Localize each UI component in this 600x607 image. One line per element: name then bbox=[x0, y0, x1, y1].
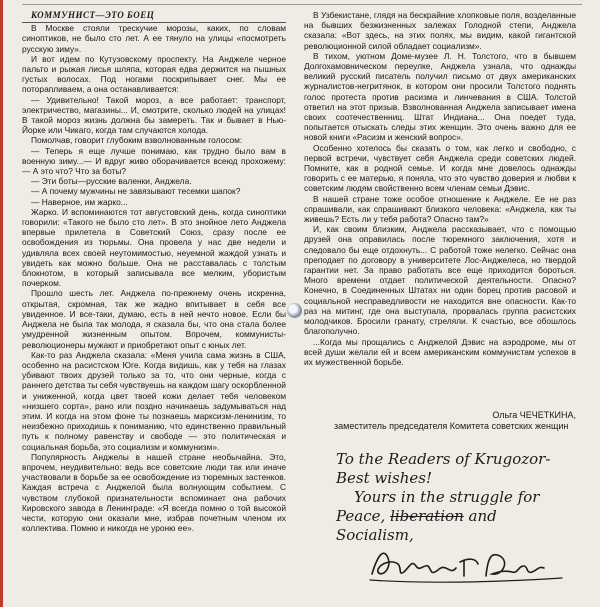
right-column bbox=[304, 10, 576, 367]
handwritten-dedication bbox=[336, 450, 576, 545]
paragraph: Жарко. И вспоминаются тот августовский день, когда синоптики говорили: «Такого не было сто лет». В это знойное лето Анджела впервые прилетела в Советский Союз, сразу после ее освобождения из тюрьмы. Она провела у нас две недели и удивляла всех своей неутомимостью, неуемной жаждой узнать и увидеть как можно больше. Она не расставалась с толстым блокнотом, в который записывала все мелким, убористым почерком. bbox=[22, 206, 286, 289]
paragraph: Популярность Анджелы в нашей стране необычайна. Это, впрочем, неудивительно: ведь все советские люди так или иначе участвовали в борьбе за ее освобождение из тюремных застенков. Каждая встреча с Анджелой была волнующим событием. С чувством глубокой признательности вспоминает она рабочих Кировского завода в Ленинграде: «Я всегда помню о той высокой чести, которую они оказали мне, избрав почетным членом их коллектива. Помню и никогда не уроню ее». bbox=[22, 451, 286, 534]
paragraph: И, как своим близким, Анджела рассказывает, что с помощью друзей она оправилась после тюремного заключения, хотя и следовало бы еще отдохнуть... С работой тоже нелегко. Сейчас она преподает по договору в университете Лос-Анджелеса, но твердой гарантии нет. За право работать все еще приходится бороться. Много времени отдает политической деятельности. Опасно? Конечно, в Соединенных Штатах ни один борец против расовой и социальной несправедливости не находится вне опасности. Как-то раз на митинг, где она выступала, прорвалась группа расистских молодчиков. Бросили гранату, стреляли. К счастью, все обошлось благополучно. bbox=[304, 224, 576, 337]
author-name: Ольга ЧЕЧЕТКИНА, bbox=[492, 410, 576, 420]
paragraph: Прошло шесть лет. Анджела по-прежнему очень искренна, открытая, скромная, так же жадно впитывает в себя все увиденное. И все-таки, думаю, есть в ней нечто новое. Если бы Анджела не была так молода, я сказала бы, что она стала более умудренной жизненным опытом. Впрочем, коммунисты-революционеры мужают и приобретают опыт с юных лет. bbox=[22, 288, 286, 350]
paragraph: В тихом, уютном Доме-музее Л. Н. Толстого, что в бывшем Долгохамовническом переулке, Анджела узнала, что однажды великий русский писатель получил письмо от двух американских журналистов-негритянок, в котором они просили Толстого поднять голос протеста против расизма и линчевания в США. Толстой ответил на этот призыв. Взволнованная Анджела записывает имена своих соотечественниц. Штат Индиана... Она поедет туда, попытается отыскать следы этих женщин. Это очень важно для ее новой книги «Расизм и женский вопрос». bbox=[304, 50, 576, 143]
paragraph: И вот идем по Кутузовскому проспекту. На Анджеле черное пальто и рыжая лисья шляпа, которая едва держится на пышных густых волосах. Под ногами поскрипывает снег. Мы ее поторапливаем, а она останавливается: bbox=[22, 53, 286, 95]
red-edge-stripe bbox=[0, 0, 3, 607]
dedication-line: To the Readers of Krugozor- bbox=[336, 450, 551, 468]
autograph-signature bbox=[368, 536, 568, 586]
top-rule bbox=[22, 4, 582, 5]
paragraph: В нашей стране тоже особое отношение к Анджеле. Ее не раз спрашивали, как спрашивают близкого человека: «Анджела, как ты живешь? Есть ли у тебя работа? Опасно там?» bbox=[304, 193, 576, 225]
paragraph: — Удивительно! Такой мороз, а все работает: транспорт, электричество, магазины... И, смотрите, сколько людей на улицах! В такой мороз жизнь должна бы замереть. Так и бывает в Нью-Йорке или Чикаго, когда там случаются холода. bbox=[22, 94, 286, 136]
paragraph: Помолчав, говорит глубоким взволнованным голосом: bbox=[31, 135, 243, 146]
paragraph: В Москве стояли трескучие морозы, каких, по словам синоптиков, не было сто лет. А ее тянуло на улицы «посмотреть русскую зиму». bbox=[22, 23, 286, 54]
dedication-line: Best wishes! bbox=[336, 469, 432, 487]
dedication-line: Yours in the struggle for bbox=[354, 488, 540, 506]
dedication-word: Peace, bbox=[336, 507, 391, 525]
article-heading: КОММУНИСТ—ЭТО БОЕЦ bbox=[22, 10, 286, 23]
author-block bbox=[304, 410, 576, 432]
struck-word: liberation bbox=[390, 507, 464, 525]
paragraph: В Узбекистане, глядя на бескрайние хлопковые поля, возделанные на бывших безжизненных залежах Голодной степи, Анджела сказала: «Вот здесь, на этих полях, мы видим, какой гигантской революционной силой обладает социализм». bbox=[304, 10, 576, 51]
record-center-hole bbox=[287, 303, 302, 318]
paragraph: — Теперь я еще лучше понимаю, как трудно было вам в военную зиму...— И вдруг живо оборачивается всеюд прохожему:— А это что? Что за боты? bbox=[22, 145, 286, 177]
paragraph: Как-то раз Анджела сказала: «Меня учила сама жизнь в США, особенно на расистском Юге. Когда видишь, как у тебя на глазах убивают твоих друзей только за то, что они черные, когда с раннего детства ты себя чувствуешь на каждом шагу оскорбленной и униженной, когда цвет твоей кожи делает тебя человеком «низшего сорта», рано или поздно начинаешь задумываться над этим. И когда на этом фоне ты познаешь марксизм-ленинизм, то неизбежно приходишь к пониманию, что единственно правильный путь к полному равенству и свободе — это политическая и социальная борьба, это социализм и коммунизм». bbox=[22, 349, 286, 452]
left-column bbox=[22, 10, 286, 533]
paragraph: — Эти боты—русские валенки, Анджела. bbox=[31, 176, 192, 187]
paragraph: — Наверное, им жарко... bbox=[31, 196, 128, 207]
paragraph: — А почему мужчины не завязывают тесемки шапок? bbox=[31, 186, 241, 197]
author-role: заместитель председателя Комитета советских женщин bbox=[334, 421, 569, 431]
paragraph: ...Когда мы прощались с Анджелой Дэвис на аэродроме, мы от всей души желали ей и всем американским коммунистам успехов в их мужественной борьбе. bbox=[304, 336, 576, 367]
paragraph: Особенно хотелось бы сказать о том, как легко и свободно, с первой встречи, чувствует себя Анджела среди советских людей. Помните, как в родной семье. И когда мне довелось однажды говорить с ее матерью, я поняла, что это чувство доверия и любви к советским людям свойственно всем членам семьи Дэвис. bbox=[304, 142, 576, 194]
dedication-word: and Socialism, bbox=[336, 507, 497, 544]
